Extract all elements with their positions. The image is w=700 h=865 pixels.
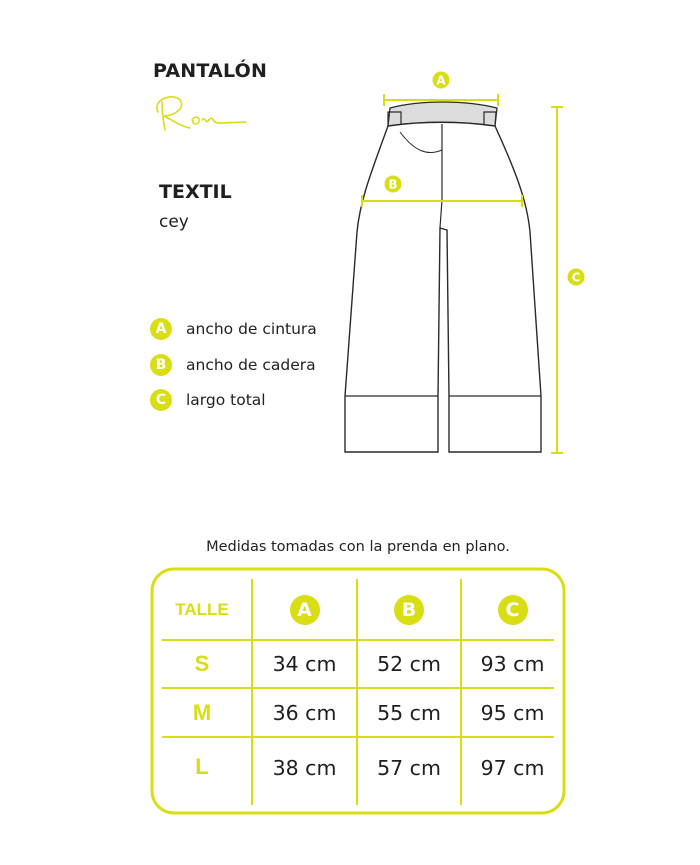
row-s-b: 52 cm bbox=[377, 652, 441, 676]
header-b-badge: B bbox=[394, 595, 424, 625]
legend-badge-b: B bbox=[150, 354, 172, 376]
measure-line-a bbox=[384, 72, 498, 107]
row-l-a: 38 cm bbox=[272, 756, 337, 780]
marker-a-label: A bbox=[436, 73, 446, 88]
row-m-a: 36 cm bbox=[272, 700, 337, 725]
row-l-size: L bbox=[195, 754, 209, 779]
legend-item-c bbox=[150, 387, 266, 413]
fabric-value: cey bbox=[159, 212, 189, 232]
row-m-b: 55 cm bbox=[377, 700, 441, 725]
header-talle-label: TALLE bbox=[175, 599, 229, 619]
header-talle bbox=[152, 579, 252, 640]
model-script-logo bbox=[150, 90, 250, 135]
row-m-c: 95 cm bbox=[480, 700, 545, 725]
row-s-size: S bbox=[194, 651, 210, 676]
header-a-badge: A bbox=[290, 595, 320, 625]
size-table bbox=[148, 565, 568, 817]
legend-label-c: largo total bbox=[186, 391, 266, 409]
header-a bbox=[252, 579, 357, 640]
legend-item-a bbox=[150, 316, 317, 342]
measure-line-c bbox=[551, 107, 585, 453]
marker-c-label: C bbox=[571, 270, 581, 285]
pants-diagram bbox=[330, 60, 610, 470]
header-c-badge: C bbox=[498, 595, 528, 625]
legend-badge-c: C bbox=[150, 389, 172, 411]
legend-label-a: ancho de cintura bbox=[186, 320, 317, 338]
row-l-b: 57 cm bbox=[377, 756, 441, 780]
legend-badge-a: A bbox=[150, 318, 172, 340]
marker-b-label: B bbox=[388, 177, 398, 192]
legend-item-b bbox=[150, 352, 316, 378]
row-s-a: 34 cm bbox=[272, 652, 337, 676]
pants-outline bbox=[345, 122, 541, 452]
row-s-c: 93 cm bbox=[480, 652, 545, 676]
header-c bbox=[461, 579, 564, 640]
fabric-heading: TEXTIL bbox=[159, 181, 232, 203]
legend-label-b: ancho de cadera bbox=[186, 356, 316, 374]
header-b bbox=[357, 579, 461, 640]
measurement-caption: Medidas tomadas con la prenda en plano. bbox=[206, 539, 510, 555]
row-m-size: M bbox=[192, 699, 212, 725]
product-title: PANTALÓN bbox=[153, 60, 268, 82]
row-l-c: 97 cm bbox=[480, 756, 545, 780]
